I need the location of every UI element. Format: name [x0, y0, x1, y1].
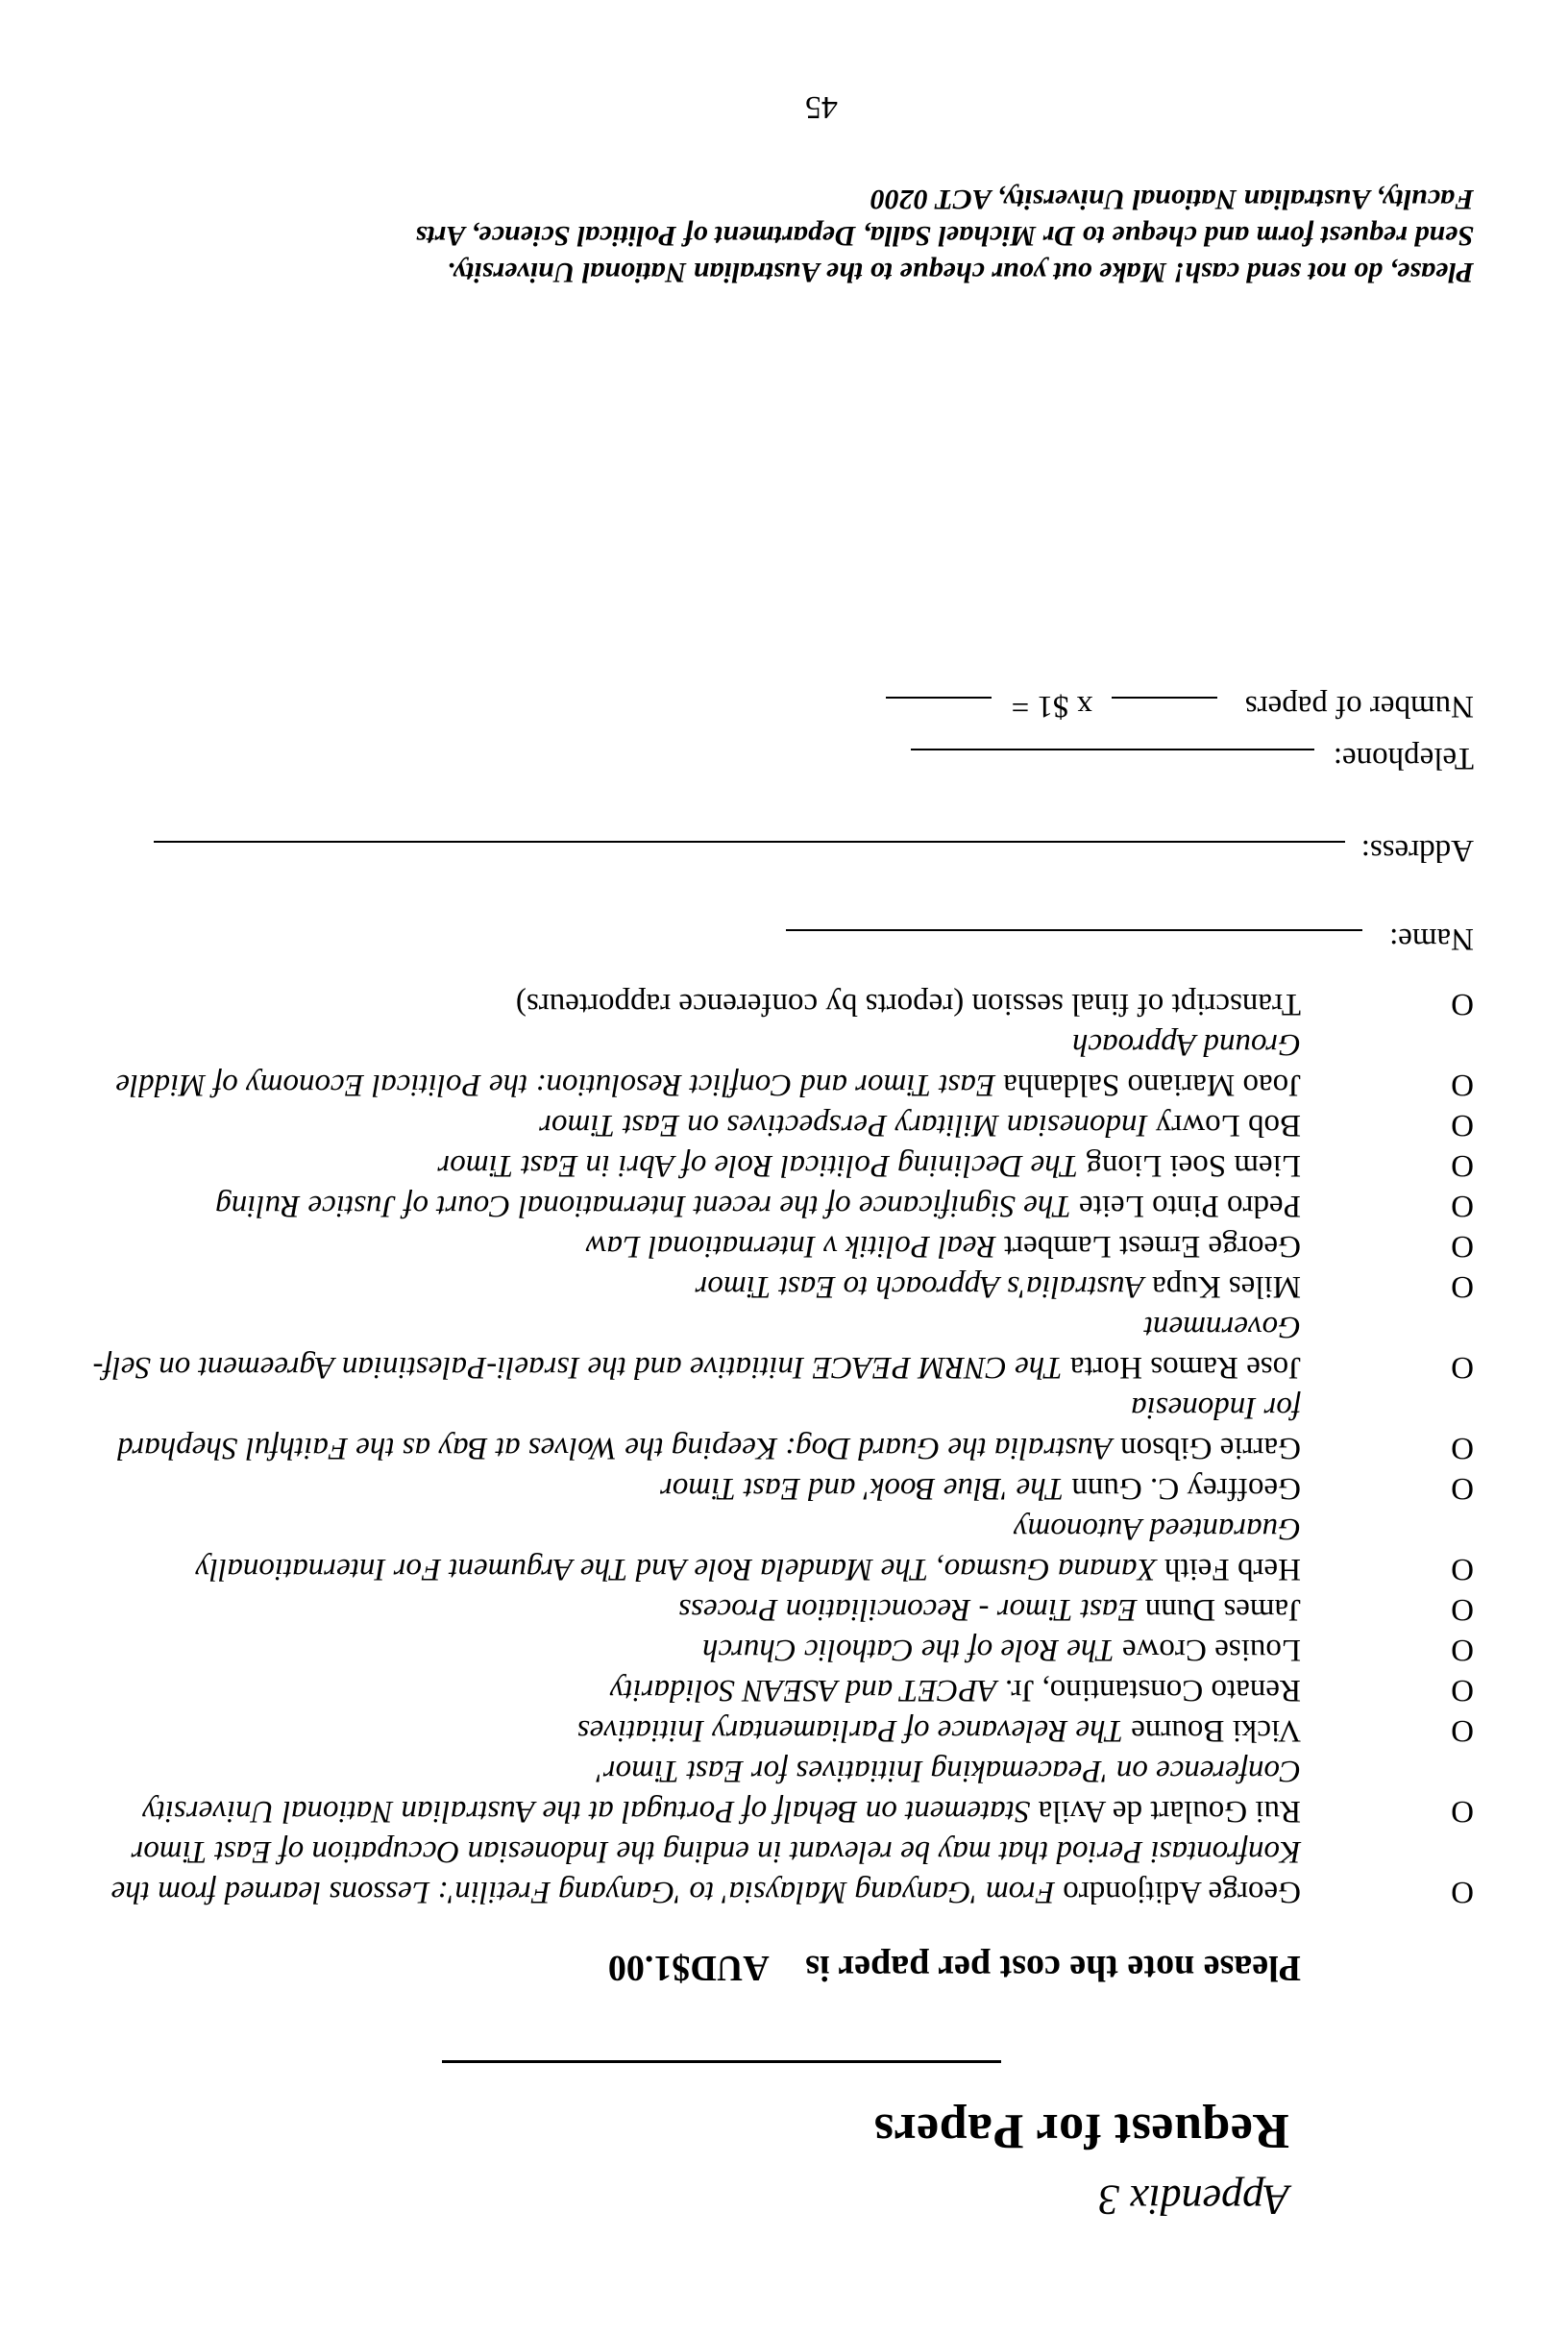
paper-author: Renato Constantino, Jr.	[1005, 1673, 1301, 1708]
paper-title: From 'Ganyang Malaysia' to 'Ganyang Fretilin': Lessons learned from the Konfrontasi Period that may be relevant in ending the Indonesian Occupation of East Timor	[110, 1834, 1301, 1909]
paper-item	[90, 1670, 1474, 1710]
paper-citation	[90, 1388, 1301, 1468]
paper-citation	[90, 1468, 1301, 1509]
paper-title: The Declining Political Role of Abri in East Timor	[437, 1148, 1079, 1183]
checkbox-circle[interactable]: O	[1451, 1471, 1474, 1506]
footer-line-2: Send request form and cheque to Dr Michael Salla, Department of Political Science, Arts	[415, 220, 1474, 252]
page-number: 45	[805, 89, 838, 125]
paper-author: Rui Goulart de Avila	[1038, 1794, 1301, 1829]
paper-item	[90, 1186, 1474, 1226]
paper-citation	[90, 1266, 1301, 1307]
checkbox-circle[interactable]: O	[1451, 1350, 1474, 1385]
name-row	[90, 919, 1474, 959]
paper-citation	[90, 1145, 1301, 1186]
paper-author: Herb Feith	[1164, 1552, 1301, 1586]
paper-author: George Ernest Lambert	[1003, 1229, 1301, 1264]
checkbox-circle[interactable]: O	[1451, 987, 1474, 1021]
checkbox-circle[interactable]: O	[1451, 1794, 1474, 1829]
footer-line-1: Please, do not send cash! Make out your cheque to the Australian National University.	[447, 257, 1474, 288]
paper-author: Pedro Pinto Leite	[1079, 1189, 1301, 1223]
paper-item	[90, 1589, 1474, 1630]
checkbox-circle[interactable]: O	[1451, 1713, 1474, 1748]
paper-title: East Timor and Conflict Resolution: the Political Economy of Middle Ground Approach	[115, 1027, 1301, 1102]
paper-item	[90, 1226, 1474, 1266]
paper-title: Indonesian Military Perspectives on East Timor	[539, 1108, 1148, 1143]
paper-item	[90, 1024, 1474, 1105]
telephone-label: Telephone:	[1333, 741, 1474, 775]
paper-title: Australia the Guard Dog: Keeping the Wolves at Bay as the Faithful Shephard for Indonesia	[117, 1390, 1301, 1465]
address-label: Address:	[1360, 833, 1474, 868]
name-input-line[interactable]	[786, 929, 1362, 931]
number-row	[90, 686, 1474, 726]
paper-citation	[90, 1105, 1301, 1145]
paper-item	[90, 1751, 1474, 1831]
paper-author: James Dunn	[1144, 1592, 1301, 1627]
paper-title: The 'Blue Book' and East Timor	[659, 1471, 1065, 1506]
paper-title: East Timor - Reconciliation Process	[678, 1592, 1138, 1627]
paper-item	[90, 1105, 1474, 1145]
paper-item	[90, 1630, 1474, 1670]
paper-title: Xanana Gusmao, The Mandela Role And The Argument For Internationally Guaranteed Autonomy	[195, 1512, 1301, 1586]
checkbox-circle[interactable]: O	[1451, 1229, 1474, 1264]
paper-author: Vicki Bourne	[1131, 1713, 1301, 1748]
paper-citation	[90, 1831, 1301, 1912]
paper-item	[90, 1388, 1474, 1468]
paper-citation	[90, 1710, 1301, 1751]
paper-title: The Relevance of Parliamentary Initiatives	[576, 1713, 1124, 1748]
instructions-footer	[90, 181, 1474, 290]
paper-items	[90, 984, 1474, 1912]
checkbox-circle[interactable]: O	[1451, 1108, 1474, 1143]
checkbox-circle[interactable]: O	[1451, 1673, 1474, 1708]
paper-item	[90, 1468, 1474, 1509]
address-row	[90, 830, 1474, 871]
number-input-line[interactable]	[1112, 697, 1217, 699]
paper-citation	[90, 1751, 1301, 1831]
paper-author: Louise Crowe	[1121, 1633, 1301, 1667]
paper-author: Joao Mariano Saldanha	[1003, 1068, 1301, 1102]
paper-title: The Significance of the recent International Court of Justice Ruling	[215, 1189, 1071, 1223]
number-label: Number of papers	[1244, 689, 1474, 724]
paper-item	[90, 984, 1474, 1024]
paper-title: APCET and ASEAN Solidarity	[609, 1673, 997, 1708]
cost-note	[608, 1947, 1301, 1989]
paper-citation	[90, 1024, 1301, 1105]
paper-title: Australia's Approach to East Timor	[695, 1269, 1144, 1304]
name-label: Name:	[1389, 922, 1474, 956]
paper-item	[90, 1710, 1474, 1751]
paper-author: Geoffrey C. Gunn	[1071, 1471, 1301, 1506]
checkbox-circle[interactable]: O	[1451, 1592, 1474, 1627]
paper-author: George Aditjondro	[1063, 1875, 1301, 1909]
paper-item	[90, 1509, 1474, 1589]
checkbox-circle[interactable]: O	[1451, 1148, 1474, 1183]
paper-title: The CNRM PEACE Initiative and the Israeli-Palestinian Agreement on Self-Government	[92, 1310, 1301, 1385]
paper-item	[90, 1145, 1474, 1186]
paper-citation	[90, 1589, 1301, 1630]
paper-citation	[90, 984, 1301, 1024]
paper-author: Transcript of final session (reports by conference rapporteurs)	[515, 987, 1301, 1021]
paper-citation	[90, 1670, 1301, 1710]
checkbox-circle[interactable]: O	[1451, 1269, 1474, 1304]
paper-title: The Role of the Catholic Church	[702, 1633, 1115, 1667]
paper-author: Miles Kupa	[1152, 1269, 1301, 1304]
footer-line-3: Faculty, Australian National University, ACT 0200	[870, 184, 1474, 215]
checkbox-circle[interactable]: O	[1451, 1552, 1474, 1586]
paper-citation	[90, 1509, 1301, 1589]
paper-title: Statement on Behalf of Portugal at the Australian National University Conference on 'Peacemaking Initiatives for East Timor'	[142, 1754, 1301, 1829]
paper-title: Real Politik v International Law	[585, 1229, 996, 1264]
telephone-row	[90, 738, 1474, 778]
page-title: Request for Papers	[873, 2103, 1289, 2158]
telephone-input-line[interactable]	[911, 749, 1314, 750]
checkbox-circle[interactable]: O	[1451, 1875, 1474, 1909]
checkbox-circle[interactable]: O	[1451, 1431, 1474, 1465]
paper-item	[90, 1266, 1474, 1307]
paper-citation	[90, 1630, 1301, 1670]
paper-author: Bob Lowry	[1155, 1108, 1301, 1143]
paper-item	[90, 1831, 1474, 1912]
checkbox-circle[interactable]: O	[1451, 1189, 1474, 1223]
address-input-line[interactable]	[154, 841, 1345, 843]
checkbox-circle[interactable]: O	[1451, 1633, 1474, 1667]
paper-item	[90, 1307, 1474, 1388]
paper-author: Liem Soei Liong	[1086, 1148, 1301, 1183]
paper-citation	[90, 1226, 1301, 1266]
checkbox-circle[interactable]: O	[1451, 1068, 1474, 1102]
multiplier-text: x $1 =	[1011, 689, 1093, 724]
cost-note-label: Please note the cost per paper is	[805, 1948, 1301, 1988]
paper-list	[90, 686, 1474, 1912]
total-input-line[interactable]	[886, 697, 992, 699]
cost-amount: AUD$1.00	[607, 1948, 770, 1988]
paper-citation	[90, 1307, 1301, 1388]
paper-citation	[90, 1186, 1301, 1226]
paper-author: Jose Ramos Horta	[1069, 1350, 1301, 1385]
paper-author: Garrie Gibson	[1120, 1431, 1301, 1465]
appendix-label: Appendix 3	[1097, 2176, 1289, 2224]
title-divider	[442, 2060, 1001, 2063]
